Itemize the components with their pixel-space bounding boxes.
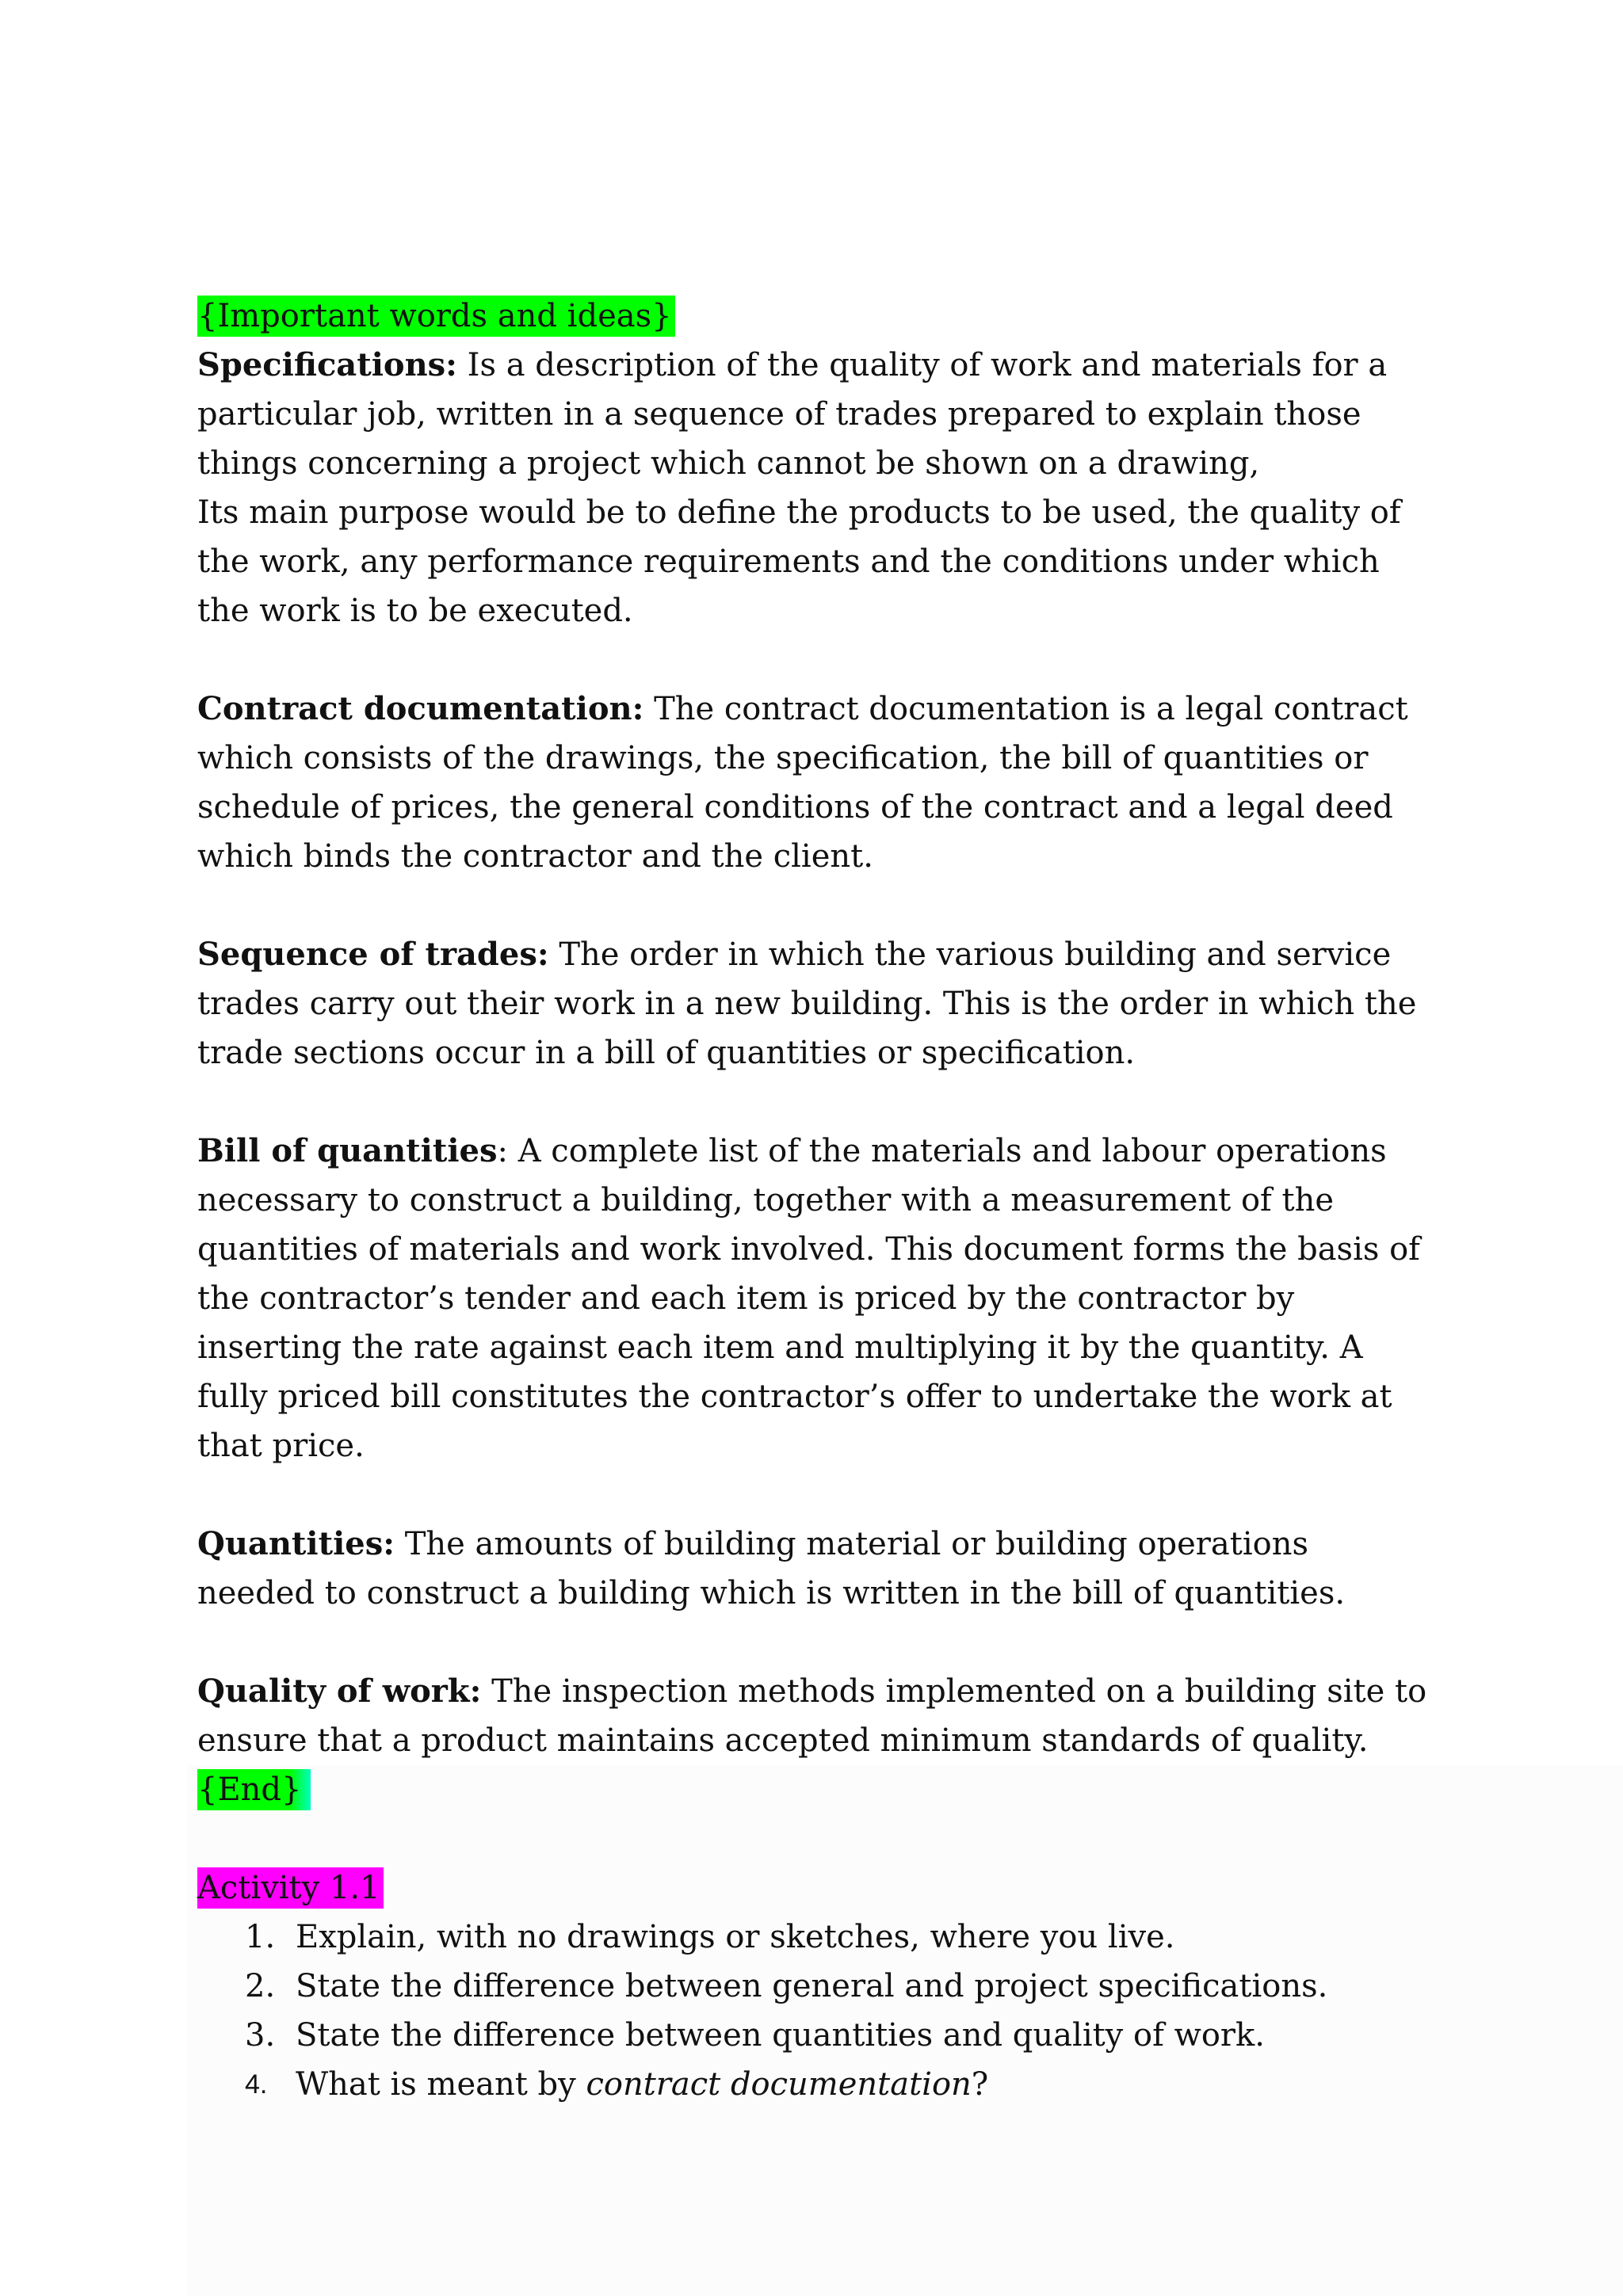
- definition-term: Specifications:: [197, 346, 457, 383]
- activity-heading: Activity 1.1: [197, 1867, 384, 1909]
- definition-text: The amounts of building material or building operations needed to construct a building which is written in the bill of quantities.: [197, 1526, 1346, 1611]
- paragraph-gap: [197, 1618, 1434, 1667]
- definition-sequence-of-trades: [197, 930, 1434, 1077]
- list-item-text: State the difference between general and project specifications.: [296, 1968, 1328, 2004]
- list-item: [197, 1913, 1434, 1962]
- list-item: [197, 2011, 1434, 2060]
- activity-list: [197, 1913, 1434, 2109]
- list-item-text-end: ?: [971, 2066, 989, 2103]
- definition-term: Quality of work:: [197, 1672, 482, 1710]
- list-item: [197, 1962, 1434, 2011]
- definition-specifications: [197, 341, 1434, 488]
- list-item-text: State the difference between quantities and quality of work.: [296, 2017, 1265, 2054]
- important-words-marker: {Important words and ideas}: [197, 296, 675, 337]
- document-body: [197, 292, 1434, 2109]
- paragraph-gap: [197, 1077, 1434, 1127]
- section-end-line: [197, 1765, 1434, 1814]
- section-start-line: [197, 292, 1434, 341]
- definition-term: Bill of quantities: [197, 1132, 498, 1169]
- definition-contract-documentation: [197, 685, 1434, 881]
- definition-text: The contract documentation is a legal contract which consists of the drawings, the specification, the bill of quantities or schedule of prices, the general conditions of the contract and a legal deed which binds the contractor and the client.: [197, 691, 1408, 875]
- paragraph-gap: [197, 1470, 1434, 1520]
- list-item-text: What is meant by: [296, 2066, 586, 2103]
- list-item: [197, 2060, 1434, 2109]
- definition-quantities: [197, 1520, 1434, 1618]
- list-item-number: 2.: [245, 1968, 276, 2004]
- paragraph-gap: [197, 1814, 1434, 1863]
- list-item-number: 1.: [245, 1919, 276, 1955]
- definition-specifications-purpose: Its main purpose would be to define the products to be used, the quality of the work, any performance requirements and the conditions under which the work is to be executed.: [197, 494, 1401, 629]
- definition-term: Quantities:: [197, 1525, 395, 1562]
- definition-bill-of-quantities: [197, 1127, 1434, 1470]
- definition-term: Contract documentation:: [197, 690, 644, 727]
- definition-text: The inspection methods implemented on a building site to ensure that a product maintains accepted minimum standards of quality.: [197, 1673, 1427, 1759]
- list-item-number: 4.: [245, 2069, 268, 2100]
- list-item-text: Explain, with no drawings or sketches, where you live.: [296, 1919, 1175, 1955]
- definition-quality-of-work: [197, 1667, 1434, 1765]
- paragraph-gap: [197, 635, 1434, 685]
- paragraph-gap: [197, 881, 1434, 930]
- end-marker: {End}: [197, 1769, 311, 1810]
- list-item-text-italic: contract documentation: [586, 2066, 972, 2103]
- definition-text: The order in which the various building and service trades carry out their work in a new building. This is the order in which the trade sections occur in a bill of quantities or specification.: [197, 936, 1417, 1071]
- definition-text: : A complete list of the materials and labour operations necessary to construct a building, together with a measurement of the quantities of materials and work involved. This document forms the basis of the contractor’s tender and each item is priced by the contractor by inserting the rate against each item and multiplying it by the quantity. A fully priced bill constitutes the contractor’s offer to undertake the work at that price.: [197, 1133, 1420, 1464]
- activity-heading-line: [197, 1863, 1434, 1913]
- definition-text: Is a description of the quality of work and materials for a particular job, written in a sequence of trades prepared to explain those things concerning a project which cannot be shown on a drawing,: [197, 347, 1388, 482]
- list-item-number: 3.: [245, 2017, 276, 2054]
- definition-term: Sequence of trades:: [197, 936, 549, 973]
